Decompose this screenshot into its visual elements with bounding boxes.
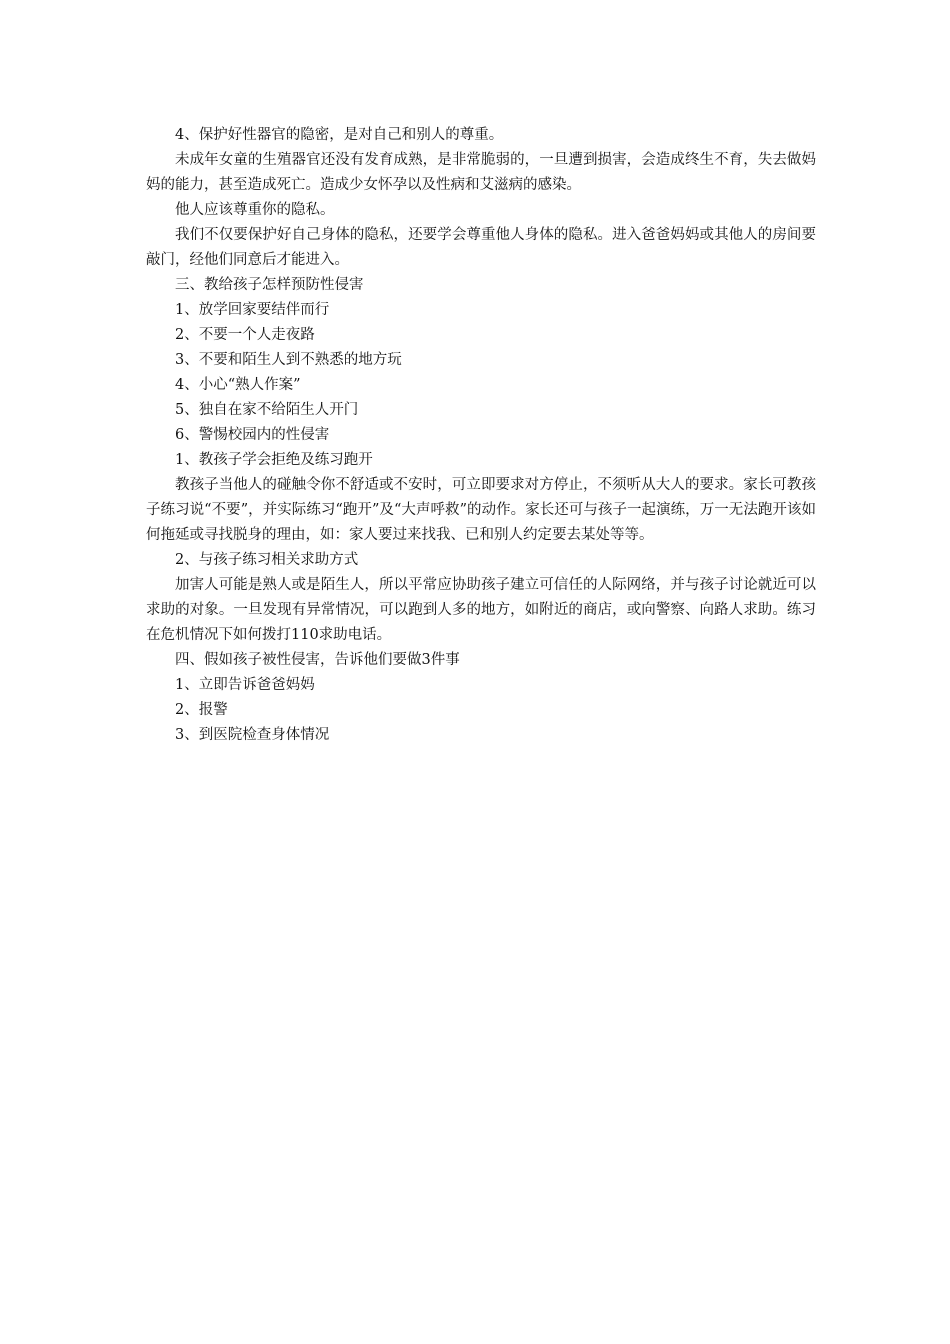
section-heading-three-things: 四、假如孩子被性侵害，告诉他们要做3件事 xyxy=(175,652,460,668)
list-item: 3、不要和陌生人到不熟悉的地方玩 xyxy=(175,352,402,368)
paragraph-respect-privacy: 他人应该尊重你的隐私。 xyxy=(175,202,335,218)
paragraph-privacy-organs: 4、保护好性器官的隐密，是对自己和别人的尊重。 xyxy=(175,127,504,143)
paragraph-seek-help: 加害人可能是熟人或是陌生人，所以平常应协助孩子建立可信任的人际网络，并与孩子讨论就近可以求助的对象。一旦发现有异常情况，可以跑到人多的地方，如附近的商店，或向警察、向路人求助。练习在危机情况下如何拨打110求助电话。 xyxy=(146,577,816,643)
list-item: 4、小心“熟人作案” xyxy=(175,377,301,393)
subheading-seek-help: 2、与孩子练习相关求助方式 xyxy=(175,552,359,568)
list-item: 2、不要一个人走夜路 xyxy=(175,327,315,343)
section-heading-prevention: 三、教给孩子怎样预防性侵害 xyxy=(175,277,364,293)
list-item: 6、警惕校园内的性侵害 xyxy=(175,427,330,443)
subheading-refuse-run: 1、教孩子学会拒绝及练习跑开 xyxy=(175,452,373,468)
paragraph-refuse-run: 教孩子当他人的碰触令你不舒适或不安时，可立即要求对方停止，不须听从大人的要求。家长可教孩子练习说“不要”，并实际练习“跑开”及“大声呼救”的动作。家长还可与孩子一起演练，万一无法跑开该如何拖延或寻找脱身的理由，如：家人要过来找我、已和别人约定要去某处等等。 xyxy=(146,477,816,543)
list-item: 2、报警 xyxy=(175,702,228,718)
paragraph-minor-organs: 未成年女童的生殖器官还没有发育成熟，是非常脆弱的，一旦遭到损害，会造成终生不育，失去做妈妈的能力，甚至造成死亡。造成少女怀孕以及性病和艾滋病的感染。 xyxy=(146,152,816,193)
list-item: 5、独自在家不给陌生人开门 xyxy=(175,402,359,418)
list-item: 1、放学回家要结伴而行 xyxy=(175,302,330,318)
list-item: 1、立即告诉爸爸妈妈 xyxy=(175,677,315,693)
document-body xyxy=(146,123,816,748)
paragraph-respect-others: 我们不仅要保护好自己身体的隐私，还要学会尊重他人身体的隐私。进入爸爸妈妈或其他人的房间要敲门，经他们同意后才能进入。 xyxy=(146,227,816,268)
list-item: 3、到医院检查身体情况 xyxy=(175,727,330,743)
